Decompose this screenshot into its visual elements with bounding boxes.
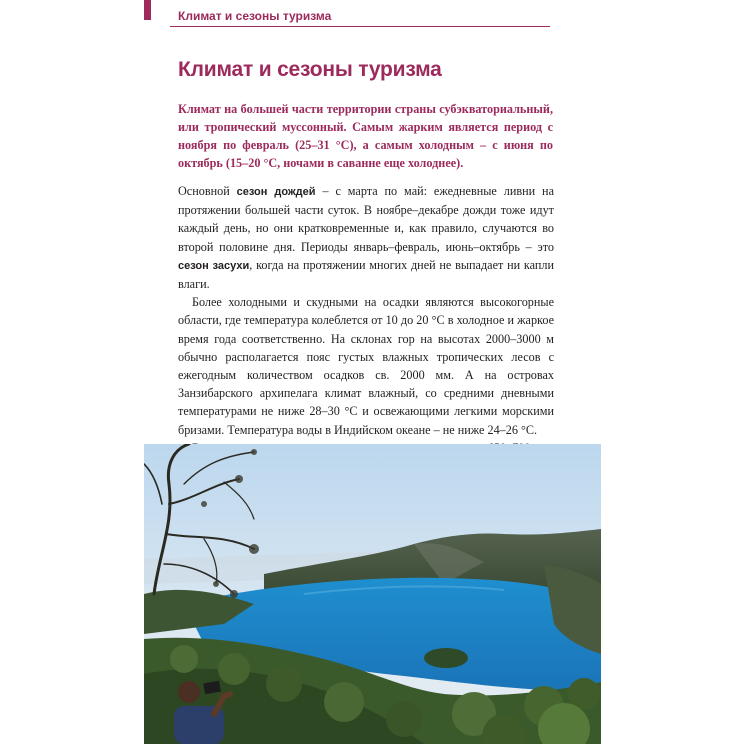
keyword-rain-season: сезон дождей [236,186,316,198]
page-title: Климат и сезоны туризма [178,58,442,81]
body-text [178,182,554,475]
paragraph-2: Более холодными и скудными на осадки являются высокогорные области, где температура колеблется от 10 до 20 °C в холодное и жаркое время года соответственно. На склонах гор на высотах 2000–3000 м обычно располагается пояс густых влажных тропических лесов с ежегодным количеством осадков св. 2000 мм. А на островах Занзибарского архипелага климат влажный, со средними дневными температурами не ниже 28–30 °C и освежающими легкими морскими бризами. Температура воды в Индийском океане – не ниже 24–26 °C. [178,295,554,437]
lead-paragraph: Климат на большей части территории страны субэкваториальный, или тропический муссонный. Самым жарким является период с ноября по февраль (25–31 °C), а самым холодным – с июня по октябрь (15–20 °C, ночами в саванне еще холоднее). [178,102,553,170]
paragraph-1 [178,182,554,293]
chapter-tab-marker [144,0,151,20]
text-run: – с марта по май: ежедневные ливни на протяжении большей части суток. В ноябре–декабре дожди тоже идут каждый день, но они кратковременные и, как правило, случаются во второй половине дня. Периоды январь–февраль, июнь–октябрь – это [178,184,554,254]
header-rule [170,26,550,27]
running-head: Климат и сезоны туризма [178,9,332,23]
keyword-dry-season: сезон засухи [178,259,250,272]
text-run: , когда на протяжении многих дней не выпадает ни капли влаги. [178,257,554,292]
crater-lake-photo [144,444,601,744]
text-run: Основной [178,184,237,198]
